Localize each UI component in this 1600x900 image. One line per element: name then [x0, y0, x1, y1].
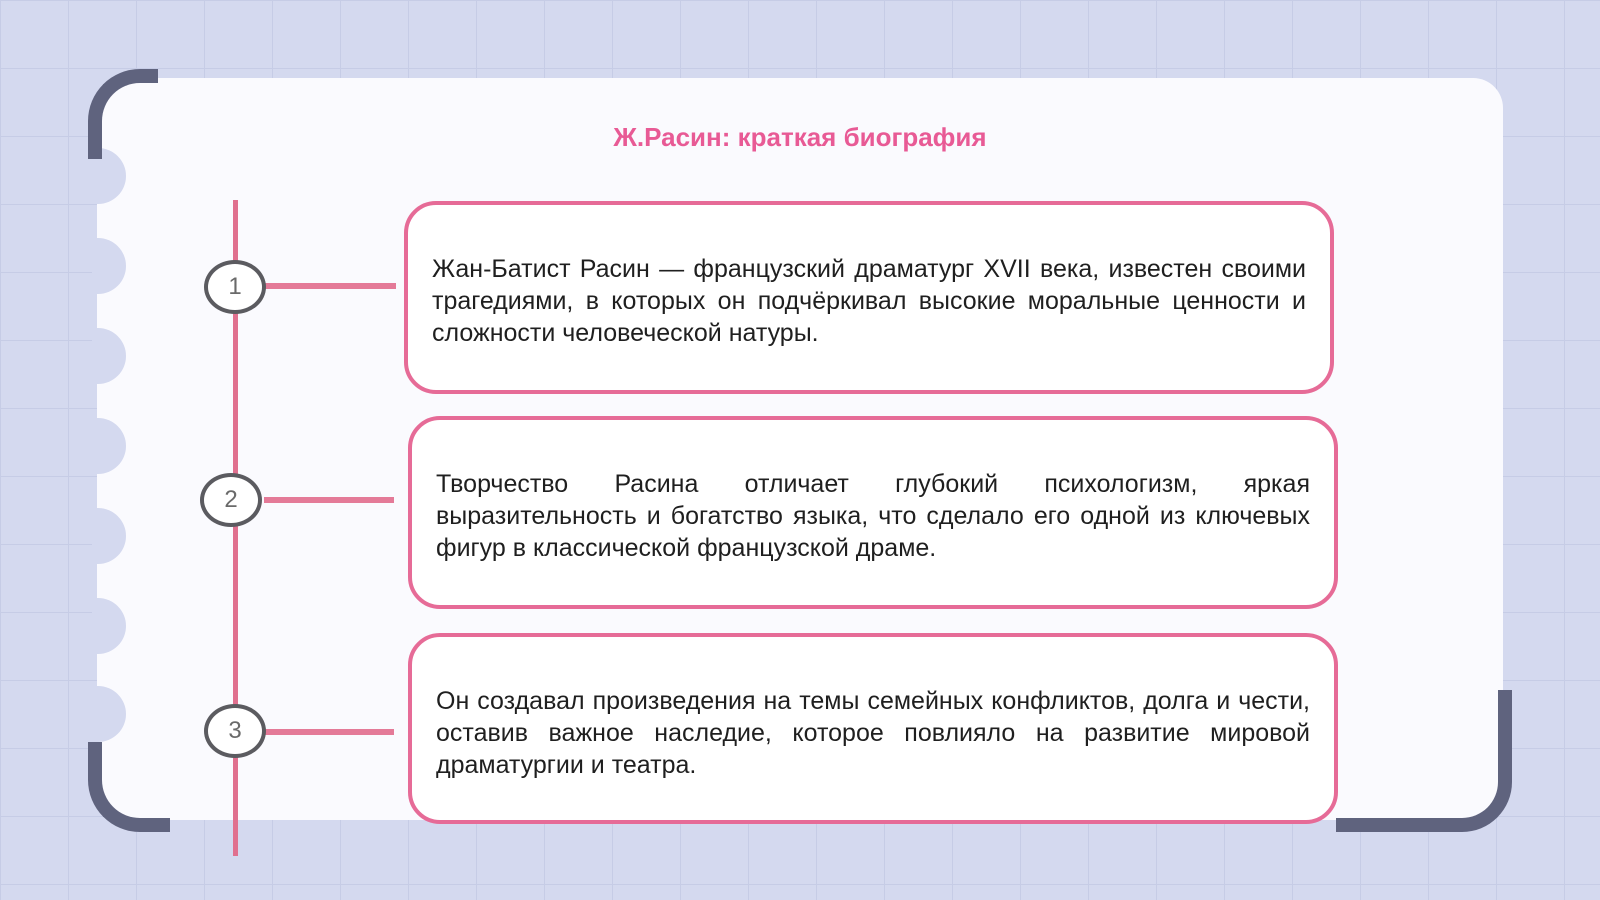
timeline-marker-number: 3 — [228, 717, 242, 744]
frame-corner-bottom-left — [88, 742, 170, 832]
slide-title: Ж.Расин: краткая биография — [613, 122, 987, 152]
timeline-card-3 — [408, 633, 1338, 824]
timeline-connector — [264, 497, 394, 503]
timeline-card-2 — [408, 416, 1338, 609]
timeline-marker-3 — [204, 704, 266, 758]
timeline-connector — [264, 283, 396, 289]
timeline-marker-2 — [200, 473, 262, 527]
timeline-card-1 — [404, 201, 1334, 394]
timeline-marker-number: 1 — [228, 273, 242, 300]
timeline-marker-number: 2 — [224, 486, 238, 513]
timeline-connector — [264, 729, 394, 735]
timeline-card-text: Творчество Расина отличает глубокий психологизм, яркая выразительность и богатство языка, что сделало его одной из ключевых фигур в классической французской драме. — [436, 470, 1310, 562]
timeline-card-text: Жан-Батист Расин — французский драматург XVII века, известен своими трагедиями, в которых он подчёркивал высокие моральные ценности и сложности человеческой натуры. — [432, 255, 1306, 347]
timeline-card-text: Он создавал произведения на темы семейных конфликтов, долга и чести, оставив важное наследие, которое повлияло на развитие мировой драматургии и театра. — [436, 687, 1310, 779]
timeline-marker-1 — [204, 260, 266, 314]
frame-corner-bottom-right — [1336, 690, 1512, 832]
